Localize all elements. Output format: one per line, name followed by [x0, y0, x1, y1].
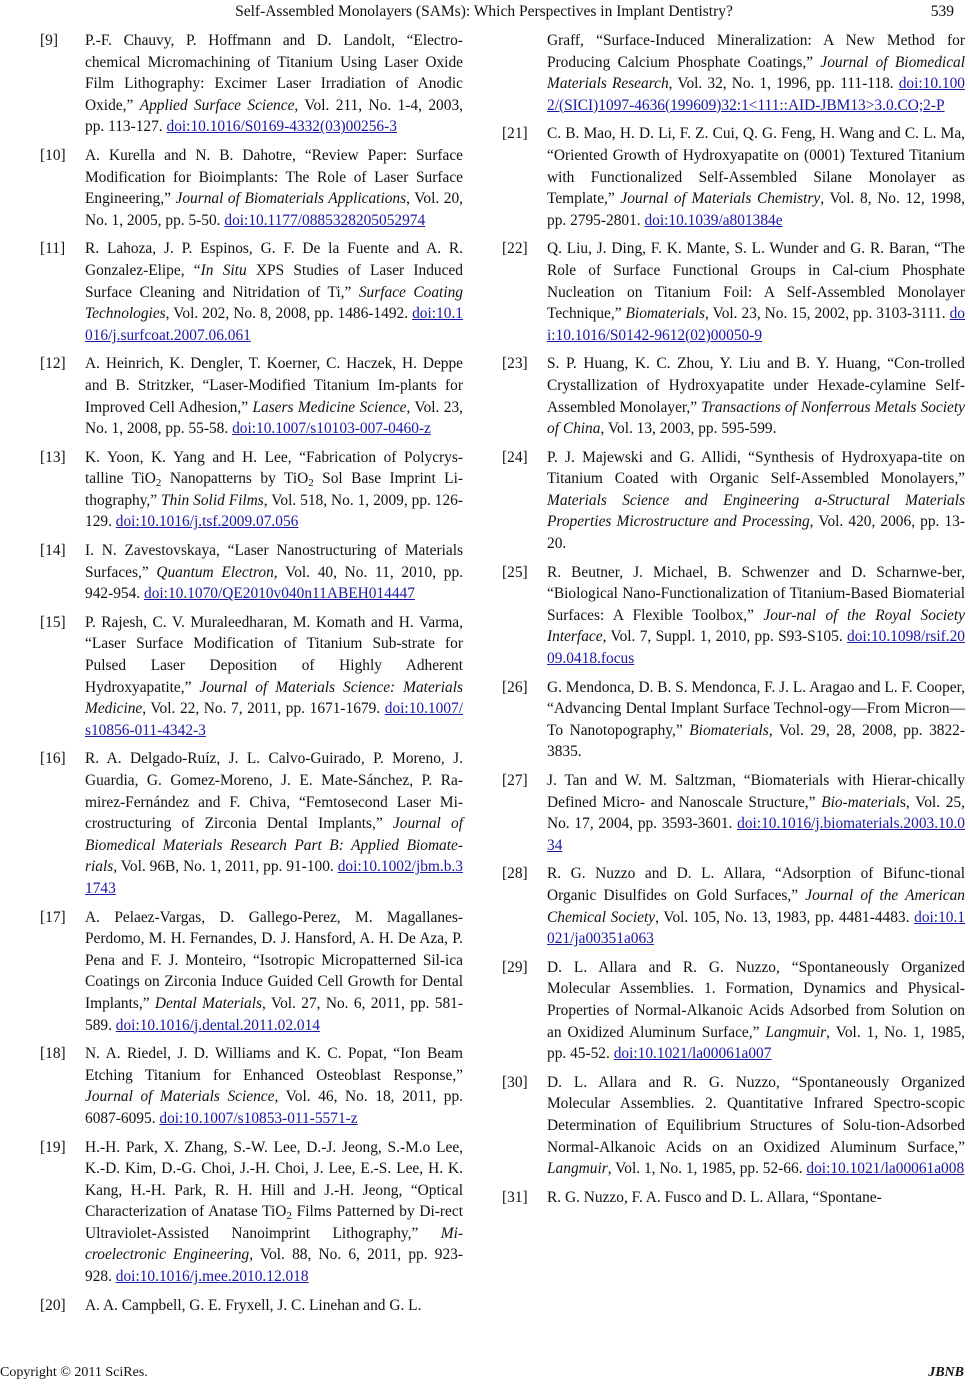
citation-text: Sol Base Imprint Li-thography,” — [85, 470, 463, 509]
doi-link[interactable]: doi:10.1016/j.biomaterials.2003.10.034 — [547, 815, 965, 854]
citation-text: , Vol. 40, No. 11, 2010, pp. 942-954. — [85, 563, 463, 603]
reference-entry — [40, 748, 463, 899]
journal-title: Thin Solid Films — [161, 491, 264, 509]
reference-text — [85, 612, 463, 742]
doi-link[interactable]: doi:10.1016/j.tsf.2009.07.056 — [115, 513, 299, 531]
reference-text — [547, 863, 965, 949]
left-column — [40, 30, 463, 1323]
citation-text: J. Tan and W. M. Saltzman, “Biomaterials with Hierar-chically Defined Micro- and Nanoscale Structure,” — [547, 772, 965, 811]
doi-link[interactable]: doi:10.1016/j.surfcoat.2007.06.061 — [85, 305, 463, 344]
reference-text — [547, 353, 965, 439]
reference-number: [17] — [40, 908, 66, 926]
journal-title: Langmuir — [765, 1023, 827, 1041]
citation-text: Graff, “Surface-Induced Mineralization: A New Method for Producing Calcium Phosphate Coatings,” — [547, 32, 965, 71]
reference-text — [547, 30, 965, 116]
doi-link[interactable]: doi:10.1016/j.mee.2010.12.018 — [115, 1268, 309, 1286]
doi-link[interactable]: doi:10.1016/S0169-4332(03)00256-3 — [166, 118, 397, 136]
journal-title: Jour-nal of the Royal Society Interface — [547, 606, 965, 646]
doi-link[interactable]: doi:10.1021/la00061a008 — [806, 1160, 965, 1178]
journal-title: Journal of Biomaterials Applications — [175, 190, 407, 208]
page-footer — [0, 1364, 968, 1386]
doi-link[interactable]: doi:10.1002/jbm.b.31743 — [85, 858, 463, 897]
reference-text — [85, 1043, 463, 1129]
reference-number: [27] — [502, 772, 528, 789]
journal-title: Dental Materials — [154, 994, 263, 1012]
citation-text: , Vol. 88, No. 6, 2011, pp. 923-928. — [85, 1246, 463, 1286]
reference-number: [29] — [502, 958, 528, 976]
journal-title: Journal of the American Chemical Society — [547, 886, 965, 926]
journal-title: Materials Science and Engineering a-Structural Materials Properties Microstructure and Processing — [547, 491, 965, 531]
journal-title: Bio-material — [821, 793, 900, 811]
citation-text: G. Mendonca, D. B. S. Mendonca, F. J. L. Aragao and L. F. Cooper, “Advancing Dental Implant Surface Technol-ogy—From Micron—To Nanotopography,” — [547, 678, 965, 739]
reference-text — [547, 1187, 965, 1209]
doi-link[interactable]: doi:10.1002/(SICI)1097-4636(199609)32:1<111::AID-JBM13>3.0.CO;2-P — [547, 75, 966, 114]
reference-entry — [502, 1072, 965, 1180]
doi-link[interactable]: doi:10.1039/a801384e — [644, 211, 783, 229]
reference-number: [22] — [502, 240, 528, 258]
journal-title: Biomaterials — [689, 721, 769, 739]
reference-text — [85, 540, 463, 605]
journal-title: Applied Surface Science — [139, 96, 295, 114]
reference-entry — [40, 1043, 463, 1129]
doi-link[interactable]: doi:10.1098/rsif.2009.0418.focus — [547, 628, 965, 668]
citation-text: A. Heinrich, K. Dengler, T. Koerner, C. Haczek, H. Deppe and B. Stritzker, “Laser-Modified Titanium Im-plants for Improved Cell Adhesion,” — [85, 355, 463, 416]
citation-text: , Vol. 22, No. 7, 2011, pp. 1671-1679. — [142, 700, 385, 718]
reference-list — [0, 30, 968, 1323]
reference-entry — [40, 612, 463, 742]
citation-text: I. N. Zavestovskaya, “Laser Nanostructuring of Materials Surfaces,” — [85, 542, 463, 581]
reference-entry — [502, 30, 965, 116]
citation-text: , Vol. 46, No. 18, 2011, pp. 6087-6095. — [85, 1088, 463, 1127]
citation-text: , Vol. 20, No. 1, 2005, pp. 5-50. — [85, 190, 464, 229]
running-header: Self-Assembled Monolayers (SAMs): Which Perspectives in Implant Dentistry? — [235, 3, 733, 20]
citation-text: P. J. Majewski and G. Allidi, “Synthesis of Hydroxyapa-tite on Titanium Coated with Organic Self-Assembled Monolayers,” — [547, 448, 965, 488]
citation-text: R. G. Nuzzo, F. A. Fusco and D. L. Allara, “Spontane- — [547, 1188, 882, 1206]
doi-link[interactable]: doi:10.1016/j.dental.2011.02.014 — [115, 1016, 320, 1034]
reference-entry — [502, 123, 965, 231]
citation-text: S. P. Huang, K. C. Zhou, Y. Liu and B. Y. Huang, “Con-trolled Crystallization of Hydroxyapatite under Hexade-cylamine Self-Assembled Monolayer,” — [547, 355, 965, 416]
reference-number: [19] — [40, 1138, 66, 1156]
reference-entry — [40, 907, 463, 1037]
citation-text: , Vol. 8, No. 12, 1998, pp. 2795-2801. — [547, 190, 965, 229]
citation-text: P. Rajesh, C. V. Muraleedharan, M. Komath and H. Varma, “Laser Surface Modification of Titanium Sub-strate for Pulsed Laser Deposition of Highly Adherent Hydroxyapatite,” — [85, 613, 463, 696]
citation-text: A. Kurella and N. B. Dahotre, “Review Paper: Surface Modification for Bioimplants: The Role of Laser Surface Engineering,” — [85, 146, 463, 208]
reference-entry — [40, 447, 463, 533]
citation-text: A. A. Campbell, G. E. Fryxell, J. C. Linehan and G. L. — [85, 1296, 422, 1314]
journal-title: In Situ — [200, 261, 247, 279]
reference-number: [31] — [502, 1188, 528, 1206]
reference-number: [28] — [502, 865, 528, 883]
citation-text: s, Vol. 25, No. 17, 2004, pp. 3593-3601. — [547, 793, 965, 833]
citation-text: , Vol. 1, No. 1, 1985, pp. 45-52. — [547, 1023, 965, 1063]
reference-text — [547, 447, 965, 555]
citation-text: , Vol. 23, No. 15, 2002, pp. 3103-3111. — [705, 305, 950, 323]
citation-text: R. Beutner, J. Michael, B. Schwenzer and D. Scharnwe-ber, “Biological Nano-Functionalization of Titanium-Based Biomaterial Surfaces: A Flexible Toolbox,” — [547, 563, 965, 624]
citation-text: K. Yoon, K. Yang and H. Lee, “Fabrication of Polycrys-talline TiO — [85, 448, 463, 488]
citation-text: , Vol. 105, No. 13, 1983, pp. 4481-4483. — [655, 908, 915, 926]
reference-text — [85, 447, 463, 533]
citation-text: XPS Studies of Laser Induced Surface Cleaning and Nitridation of Ti,” — [85, 261, 463, 301]
journal-title: Journal of Biomedical Materials Research Part B: Applied Biomate-rials, — [85, 815, 463, 876]
doi-link[interactable]: doi:10.1007/s10103-007-0460-z — [232, 420, 431, 438]
reference-number: [20] — [40, 1296, 66, 1314]
citation-text: , Vol. 27, No. 6, 2011, pp. 581-589. — [85, 994, 463, 1034]
journal-title: Langmuir — [547, 1160, 608, 1178]
citation-text: Nanopatterns by TiO — [161, 470, 309, 488]
citation-text: , Vol. 211, No. 1-4, 2003, pp. 113-127. — [85, 96, 463, 136]
reference-entry — [502, 677, 965, 763]
reference-entry — [502, 562, 965, 670]
reference-text — [547, 123, 965, 231]
journal-title: Journal of Materials Science: Materials Medicine — [85, 678, 463, 718]
citation-text: , Vol. 1, No. 1, 1985, pp. 52-66. — [607, 1160, 807, 1178]
citation-text: , Vol. 7, Suppl. 1, 2010, pp. S93-S105. — [602, 628, 847, 646]
reference-number: [24] — [502, 448, 528, 466]
subscript: 2 — [308, 477, 314, 490]
reference-entry — [502, 1187, 965, 1209]
doi-link[interactable]: doi:10.1021/ja00351a063 — [547, 908, 966, 948]
reference-text — [85, 1137, 463, 1288]
reference-number: [21] — [502, 125, 528, 143]
citation-text: , Vol. 420, 2006, pp. 13-20. — [547, 513, 965, 553]
reference-entry — [40, 145, 463, 231]
reference-number: [18] — [40, 1045, 66, 1063]
citation-text: , Vol. 32, No. 1, 1996, pp. 111-118. — [668, 75, 899, 93]
reference-text — [547, 957, 965, 1065]
reference-text — [85, 145, 463, 231]
citation-text: , Vol. 202, No. 8, 2008, pp. 1486-1492. — [165, 305, 413, 323]
doi-link[interactable]: doi:10.1177/0885328205052974 — [224, 211, 426, 229]
reference-number: [12] — [40, 355, 66, 373]
citation-text: Q. Liu, J. Ding, F. K. Mante, S. L. Wunder and G. R. Baran, “The Role of Surface Functional Groups in Cal-cium Phosphate Nucleation on Titanium Foil: A Self-Assembled Monolayer Technique,” — [547, 240, 965, 323]
citation-text: , Vol. 13, 2003, pp. 595-599. — [600, 420, 777, 438]
citation-text: Films Patterned by Di-rect Ultraviolet-Assisted Nanoimprint Lithography,” — [85, 1203, 463, 1242]
reference-text — [85, 748, 463, 899]
reference-number: [23] — [502, 355, 528, 373]
reference-entry — [502, 770, 965, 856]
reference-entry — [502, 238, 965, 346]
subscript: 2 — [155, 477, 162, 490]
reference-entry — [502, 957, 965, 1065]
doi-link[interactable]: doi:10.1016/S0142-9612(02)00050-9 — [547, 305, 965, 344]
journal-title: Biomaterials — [625, 305, 706, 323]
page-header — [0, 0, 968, 30]
journal-title: Quantum Electron — [156, 563, 274, 581]
reference-entry — [40, 353, 463, 439]
journal-title: Mi-croelectronic Engineering — [85, 1224, 463, 1264]
reference-text — [85, 30, 463, 138]
reference-text — [85, 238, 463, 346]
reference-text — [85, 353, 463, 439]
reference-number: [15] — [40, 613, 66, 631]
reference-number: [25] — [502, 563, 528, 581]
reference-text — [547, 238, 965, 346]
citation-text: R. G. Nuzzo and D. L. Allara, “Adsorption of Bifunc-tional Organic Disulfides on Gold Surfaces,” — [547, 865, 965, 904]
journal-title: Journal of Materials Chemistry — [620, 190, 821, 208]
citation-text: , Vol. 29, 28, 2008, pp. 3822-3835. — [547, 721, 965, 761]
citation-text: H.-H. Park, X. Zhang, S.-W. Lee, D.-J. Jeong, S.-M.o Lee, K.-D. Kim, D.-G. Choi, J.-H. Choi, J. Lee, E.-S. Lee, H. K. Kang, H.-H. Park, R. H. Hill and J.-H. Jeong, “Optical Characterization of Anatase TiO — [85, 1138, 463, 1221]
reference-number: [14] — [40, 542, 66, 560]
citation-text: N. A. Riedel, J. D. Williams and K. C. Popat, “Ion Beam Etching Titanium for Enhanced Osteoblast Response,” — [85, 1045, 463, 1084]
citation-text: Vol. 96B, No. 1, 2011, pp. 91-100. — [117, 858, 338, 876]
reference-entry — [40, 238, 463, 346]
reference-text — [85, 1295, 463, 1317]
journal-title: Surface Coating Technologies — [85, 283, 464, 323]
doi-link[interactable]: doi:10.1007/s10856-011-4342-3 — [85, 700, 463, 739]
citation-text: A. Pelaez-Vargas, D. Gallego-Perez, M. Magallanes-Perdomo, M. H. Fernandes, D. J. Hansford, A. H. De Aza, P. Pena and F. J. Monteiro, “Isotropic Micropatterned Sil-ica Coatings on Zirconia Induce Guided Cell Growth for Dental Implants,” — [85, 908, 463, 1012]
citation-text: R. A. Delgado-Ruíz, J. L. Calvo-Guirado, P. Moreno, J. Guardia, G. Gomez-Moreno, J. E. Mate-Sánchez, P. Ra-mirez-Fernández and F. Chiva, “Femtosecond Laser Mi-crostructuring of Zirconia Dental Implants,” — [85, 750, 463, 833]
reference-number: [26] — [502, 678, 528, 696]
reference-number: [9] — [40, 32, 58, 49]
journal-abbrev: JBNB — [928, 1365, 964, 1380]
reference-text — [547, 677, 965, 763]
page-number: 539 — [930, 3, 954, 20]
citation-text: P.-F. Chauvy, P. Hoffmann and D. Landolt, “Electro-chemical Micromachining of Titanium Using Laser Oxide Film Lithography: Excimer Laser Irradiation of Anodic Oxide,” — [85, 32, 463, 114]
reference-text — [85, 907, 463, 1037]
reference-number: [16] — [40, 750, 66, 768]
reference-text — [547, 1072, 965, 1180]
reference-entry — [40, 1295, 463, 1317]
citation-text: , Vol. 518, No. 1, 2009, pp. 126-129. — [85, 491, 463, 531]
subscript: 2 — [286, 1210, 292, 1223]
reference-number: [13] — [40, 448, 66, 466]
reference-number: [30] — [502, 1073, 528, 1091]
citation-text: C. B. Mao, H. D. Li, F. Z. Cui, Q. G. Feng, H. Wang and C. L. Ma, “Oriented Growth of Hydroxyapatite on (0001) Textured Titanium with Functionalized Self-Assembled Silane Monolayer as Template,” — [547, 125, 965, 208]
citation-text: R. Lahoza, J. P. Espinos, G. F. De la Fuente and A. R. Gonzalez-Elipe, “ — [85, 240, 463, 279]
right-column — [502, 30, 965, 1215]
copyright-footer: Copyright © 2011 SciRes. — [0, 1365, 148, 1380]
reference-entry — [502, 447, 965, 555]
citation-text: D. L. Allara and R. G. Nuzzo, “Spontaneously Organized Molecular Assemblies. 1. Formation, Dynamics and Physical-Properties of Normal-Alkanoic Acids Adsorbed from Solution on an Oxidized Aluminum Surface,” — [547, 958, 965, 1041]
doi-link[interactable]: doi:10.1021/la00061a007 — [613, 1045, 772, 1063]
citation-text: , Vol. 23, No. 1, 2008, pp. 55-58. — [85, 398, 464, 438]
reference-entry — [40, 1137, 463, 1288]
reference-text — [547, 562, 965, 670]
reference-number: [10] — [40, 146, 66, 164]
reference-entry — [40, 30, 463, 138]
reference-entry — [502, 863, 965, 949]
reference-text — [547, 770, 965, 856]
journal-title: Journal of Biomedical Materials Research — [547, 53, 966, 93]
doi-link[interactable]: doi:10.1007/s10853-011-5571-z — [159, 1109, 358, 1127]
citation-text: D. L. Allara and R. G. Nuzzo, “Spontaneously Organized Molecular Assemblies. 2. Quantitative Infrared Spectro-scopic Determination of Equilibrium Structures of Solu-tion-Adsorbed Normal-Alkanoic Acids on an Oxidized Aluminum Surface,” — [547, 1073, 965, 1156]
journal-title: Lasers Medicine Science — [252, 398, 407, 416]
doi-link[interactable]: doi:10.1070/QE2010v040n11ABEH014447 — [144, 585, 415, 603]
journal-title: Journal of Materials Science — [85, 1088, 275, 1106]
journal-title: Transactions of Nonferrous Metals Society of China — [547, 398, 965, 438]
reference-entry — [502, 353, 965, 439]
reference-entry — [40, 540, 463, 605]
reference-number: [11] — [40, 240, 66, 258]
